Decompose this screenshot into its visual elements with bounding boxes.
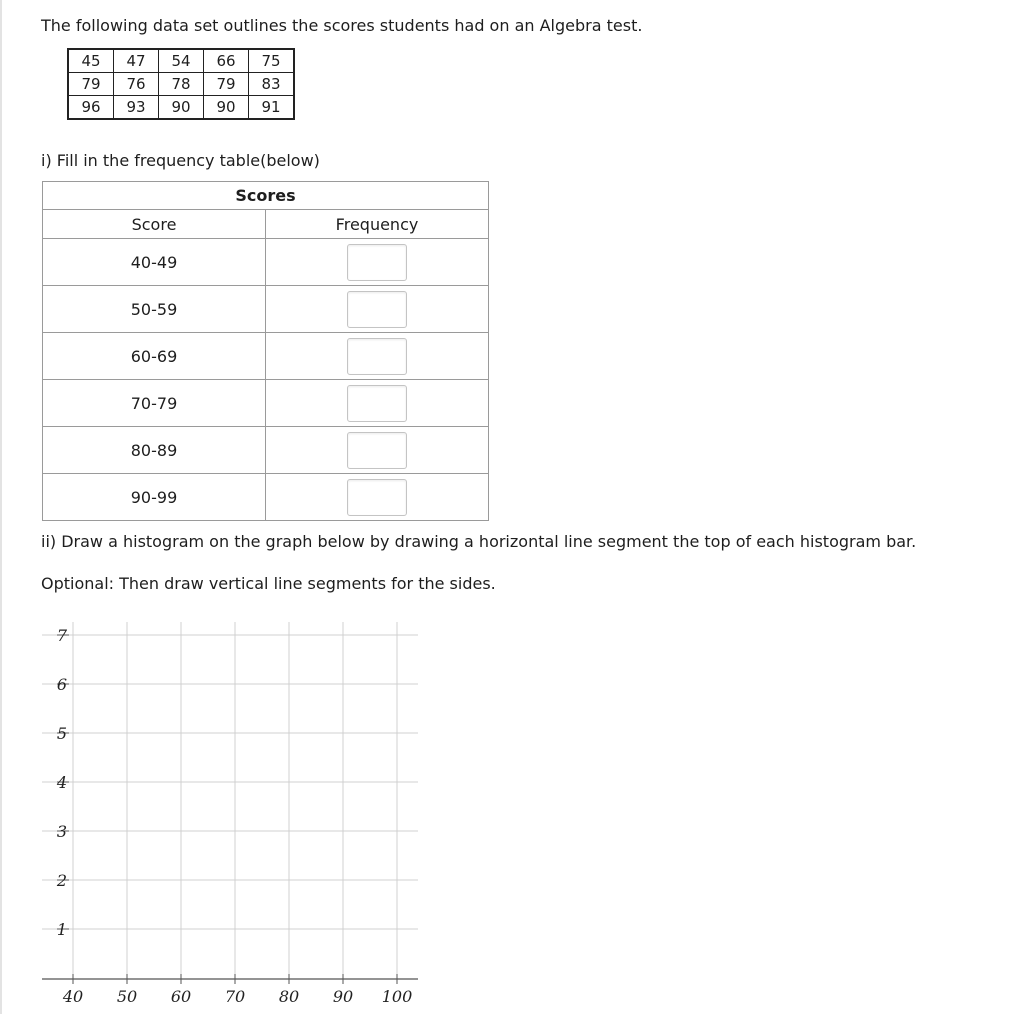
- data-cell: 45: [68, 49, 114, 73]
- x-tick-label: 100: [381, 987, 413, 1006]
- data-cell: 54: [159, 49, 204, 73]
- intro-text: The following data set outlines the scores students had on an Algebra test.: [41, 16, 643, 35]
- data-cell: 47: [114, 49, 159, 73]
- table-row: [43, 333, 489, 380]
- score-range: 40-49: [43, 239, 266, 286]
- part2-instruction: ii) Draw a histogram on the graph below by drawing a horizontal line segment the top of each histogram bar.: [41, 532, 917, 551]
- table-caption-row: [43, 182, 489, 210]
- table-row: [43, 286, 489, 333]
- tick-labels: [56, 626, 412, 1006]
- score-range: 60-69: [43, 333, 266, 380]
- column-header-frequency: Frequency: [266, 210, 489, 239]
- score-range: 50-59: [43, 286, 266, 333]
- table-row: [43, 474, 489, 521]
- frequency-input[interactable]: [347, 479, 407, 516]
- data-cell: 93: [114, 96, 159, 120]
- axes: [42, 635, 418, 984]
- y-tick-label: 2: [56, 871, 68, 890]
- frequency-input[interactable]: [347, 291, 407, 328]
- data-cell: 79: [68, 73, 114, 96]
- y-tick-label: 1: [56, 920, 68, 939]
- histogram-graph[interactable]: [0, 600, 440, 1014]
- column-header-score: Score: [43, 210, 266, 239]
- score-range: 90-99: [43, 474, 266, 521]
- data-cell: 91: [249, 96, 295, 120]
- frequency-cell: [266, 427, 489, 474]
- y-tick-label: 5: [56, 724, 68, 743]
- table-row: [68, 49, 294, 73]
- table-header-row: [43, 210, 489, 239]
- y-tick-label: 4: [56, 773, 68, 792]
- data-cell: 75: [249, 49, 295, 73]
- scores-data-table: [67, 48, 295, 120]
- part1-instruction: i) Fill in the frequency table(below): [41, 151, 320, 170]
- score-range: 80-89: [43, 427, 266, 474]
- frequency-input[interactable]: [347, 385, 407, 422]
- frequency-input[interactable]: [347, 244, 407, 281]
- table-row: [68, 73, 294, 96]
- data-cell: 79: [204, 73, 249, 96]
- x-tick-label: 50: [116, 987, 138, 1006]
- table-row: [68, 96, 294, 120]
- data-cell: 96: [68, 96, 114, 120]
- frequency-cell: [266, 239, 489, 286]
- table-row: [43, 239, 489, 286]
- frequency-table: [42, 181, 489, 521]
- y-tick-label: 7: [56, 626, 68, 645]
- frequency-cell: [266, 333, 489, 380]
- y-tick-label: 6: [56, 675, 68, 694]
- x-tick-label: 80: [278, 987, 300, 1006]
- frequency-cell: [266, 474, 489, 521]
- table-row: [43, 427, 489, 474]
- data-cell: 90: [204, 96, 249, 120]
- x-tick-label: 40: [62, 987, 84, 1006]
- data-cell: 78: [159, 73, 204, 96]
- table-caption: Scores: [43, 182, 489, 210]
- frequency-cell: [266, 380, 489, 427]
- x-tick-label: 70: [224, 987, 246, 1006]
- score-range: 70-79: [43, 380, 266, 427]
- frequency-input[interactable]: [347, 338, 407, 375]
- y-tick-label: 3: [56, 822, 68, 841]
- data-cell: 76: [114, 73, 159, 96]
- x-tick-label: 90: [332, 987, 354, 1006]
- part2-optional-instruction: Optional: Then draw vertical line segments for the sides.: [41, 574, 496, 593]
- data-cell: 83: [249, 73, 295, 96]
- x-tick-label: 60: [170, 987, 192, 1006]
- data-cell: 66: [204, 49, 249, 73]
- frequency-cell: [266, 286, 489, 333]
- gridlines: [42, 622, 418, 979]
- frequency-input[interactable]: [347, 432, 407, 469]
- data-cell: 90: [159, 96, 204, 120]
- table-row: [43, 380, 489, 427]
